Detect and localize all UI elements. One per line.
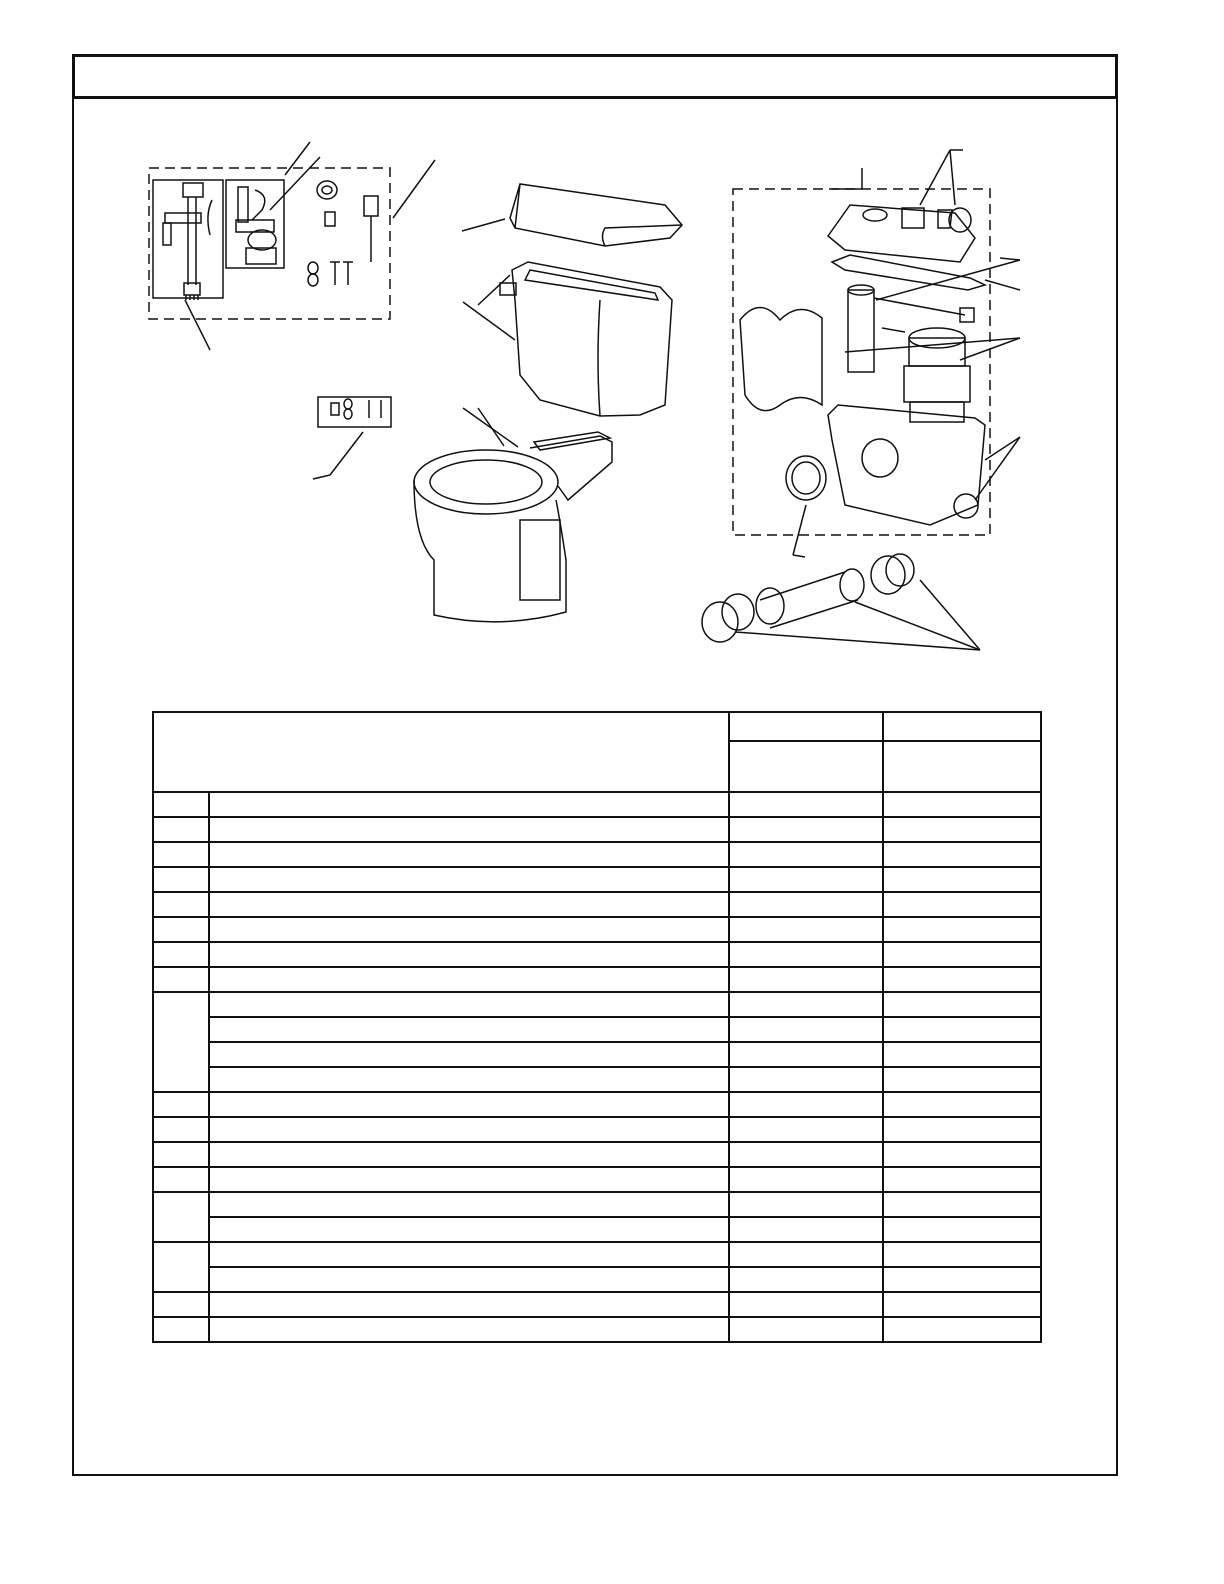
item-number-cell (153, 842, 209, 867)
description-cell (209, 1017, 729, 1042)
col-a-cell (729, 942, 883, 967)
table-row (153, 792, 1041, 817)
table-row (153, 1292, 1041, 1317)
table-row (153, 1217, 1041, 1242)
col-b-header-top (883, 712, 1041, 741)
description-cell (209, 1067, 729, 1092)
description-cell (209, 1292, 729, 1317)
description-cell (209, 1042, 729, 1067)
table-row (153, 917, 1041, 942)
table-row (153, 1117, 1041, 1142)
item-number-cell (153, 1192, 209, 1242)
col-b-cell (883, 842, 1041, 867)
col-a-cell (729, 892, 883, 917)
table-row (153, 1042, 1041, 1067)
col-a-cell (729, 917, 883, 942)
col-b-cell (883, 817, 1041, 842)
col-a-cell (729, 1142, 883, 1167)
col-b-cell (883, 1192, 1041, 1217)
col-a-cell (729, 1217, 883, 1242)
table-row (153, 1142, 1041, 1167)
col-b-cell (883, 1067, 1041, 1092)
item-number-cell (153, 1167, 209, 1192)
col-b-cell (883, 1317, 1041, 1342)
col-b-header-bottom (883, 741, 1041, 792)
col-a-cell (729, 867, 883, 892)
table-row (153, 842, 1041, 867)
col-b-cell (883, 917, 1041, 942)
table-row (153, 1317, 1041, 1342)
item-number-cell (153, 917, 209, 942)
description-cell (209, 1142, 729, 1167)
item-number-cell (153, 1292, 209, 1317)
col-a-cell (729, 1117, 883, 1142)
tank-fitting-kit (149, 142, 435, 350)
col-b-cell (883, 892, 1041, 917)
description-cell (209, 1167, 729, 1192)
tank-lid (462, 184, 682, 246)
col-b-cell (883, 792, 1041, 817)
col-a-cell (729, 1167, 883, 1192)
col-a-cell (729, 1242, 883, 1267)
table-row (153, 942, 1041, 967)
table-row (153, 1267, 1041, 1292)
table-row (153, 967, 1041, 992)
table-row (153, 1067, 1041, 1092)
description-cell (209, 1192, 729, 1217)
discharge-pipe-set (702, 554, 980, 650)
col-a-cell (729, 1267, 883, 1292)
col-a-cell (729, 1192, 883, 1217)
description-cell (209, 1267, 729, 1292)
exploded-parts-diagram (0, 0, 1224, 700)
table-row (153, 867, 1041, 892)
table-row (153, 817, 1041, 842)
col-b-cell (883, 942, 1041, 967)
col-b-cell (883, 1242, 1041, 1267)
item-number-cell (153, 1142, 209, 1167)
description-cell (209, 917, 729, 942)
table-row (153, 1242, 1041, 1267)
description-cell (209, 892, 729, 917)
col-b-cell (883, 967, 1041, 992)
table-row (153, 992, 1041, 1017)
col-b-cell (883, 1117, 1041, 1142)
description-cell (209, 1117, 729, 1142)
col-a-cell (729, 1017, 883, 1042)
col-b-cell (883, 1267, 1041, 1292)
item-number-cell (153, 792, 209, 817)
description-cell (209, 1092, 729, 1117)
table-row (153, 1192, 1041, 1217)
col-a-cell (729, 1092, 883, 1117)
table-row (153, 1167, 1041, 1192)
description-cell (209, 967, 729, 992)
description-cell (209, 992, 729, 1017)
item-number-cell (153, 942, 209, 967)
description-cell (209, 867, 729, 892)
table-row (153, 1017, 1041, 1042)
col-b-cell (883, 1017, 1041, 1042)
item-number-cell (153, 992, 209, 1092)
description-cell (209, 792, 729, 817)
col-b-cell (883, 1142, 1041, 1167)
col-a-cell (729, 817, 883, 842)
col-a-header-bottom (729, 741, 883, 792)
item-number-cell (153, 867, 209, 892)
item-number-cell (153, 1242, 209, 1292)
item-number-cell (153, 967, 209, 992)
col-b-cell (883, 1292, 1041, 1317)
description-cell (209, 942, 729, 967)
description-cell (209, 1217, 729, 1242)
description-cell (209, 1242, 729, 1267)
bowl (414, 408, 612, 622)
item-number-cell (153, 1317, 209, 1342)
col-a-cell (729, 1292, 883, 1317)
description-cell (209, 1317, 729, 1342)
col-a-header-top (729, 712, 883, 741)
col-a-cell (729, 842, 883, 867)
item-number-cell (153, 1092, 209, 1117)
col-a-cell (729, 1067, 883, 1092)
macerator-pump-unit (733, 150, 1020, 557)
item-number-cell (153, 817, 209, 842)
description-header (153, 712, 729, 792)
description-cell (209, 817, 729, 842)
col-a-cell (729, 992, 883, 1017)
parts-table (152, 711, 1042, 1343)
tank-hardware-kit (313, 397, 391, 479)
col-b-cell (883, 992, 1041, 1017)
col-b-cell (883, 1092, 1041, 1117)
col-a-cell (729, 1042, 883, 1067)
col-a-cell (729, 967, 883, 992)
table-row (153, 1092, 1041, 1117)
col-b-cell (883, 867, 1041, 892)
item-number-cell (153, 892, 209, 917)
tank (463, 262, 672, 416)
table-row (153, 892, 1041, 917)
col-b-cell (883, 1167, 1041, 1192)
col-b-cell (883, 1042, 1041, 1067)
description-cell (209, 842, 729, 867)
item-number-cell (153, 1117, 209, 1142)
col-b-cell (883, 1217, 1041, 1242)
col-a-cell (729, 1317, 883, 1342)
col-a-cell (729, 792, 883, 817)
